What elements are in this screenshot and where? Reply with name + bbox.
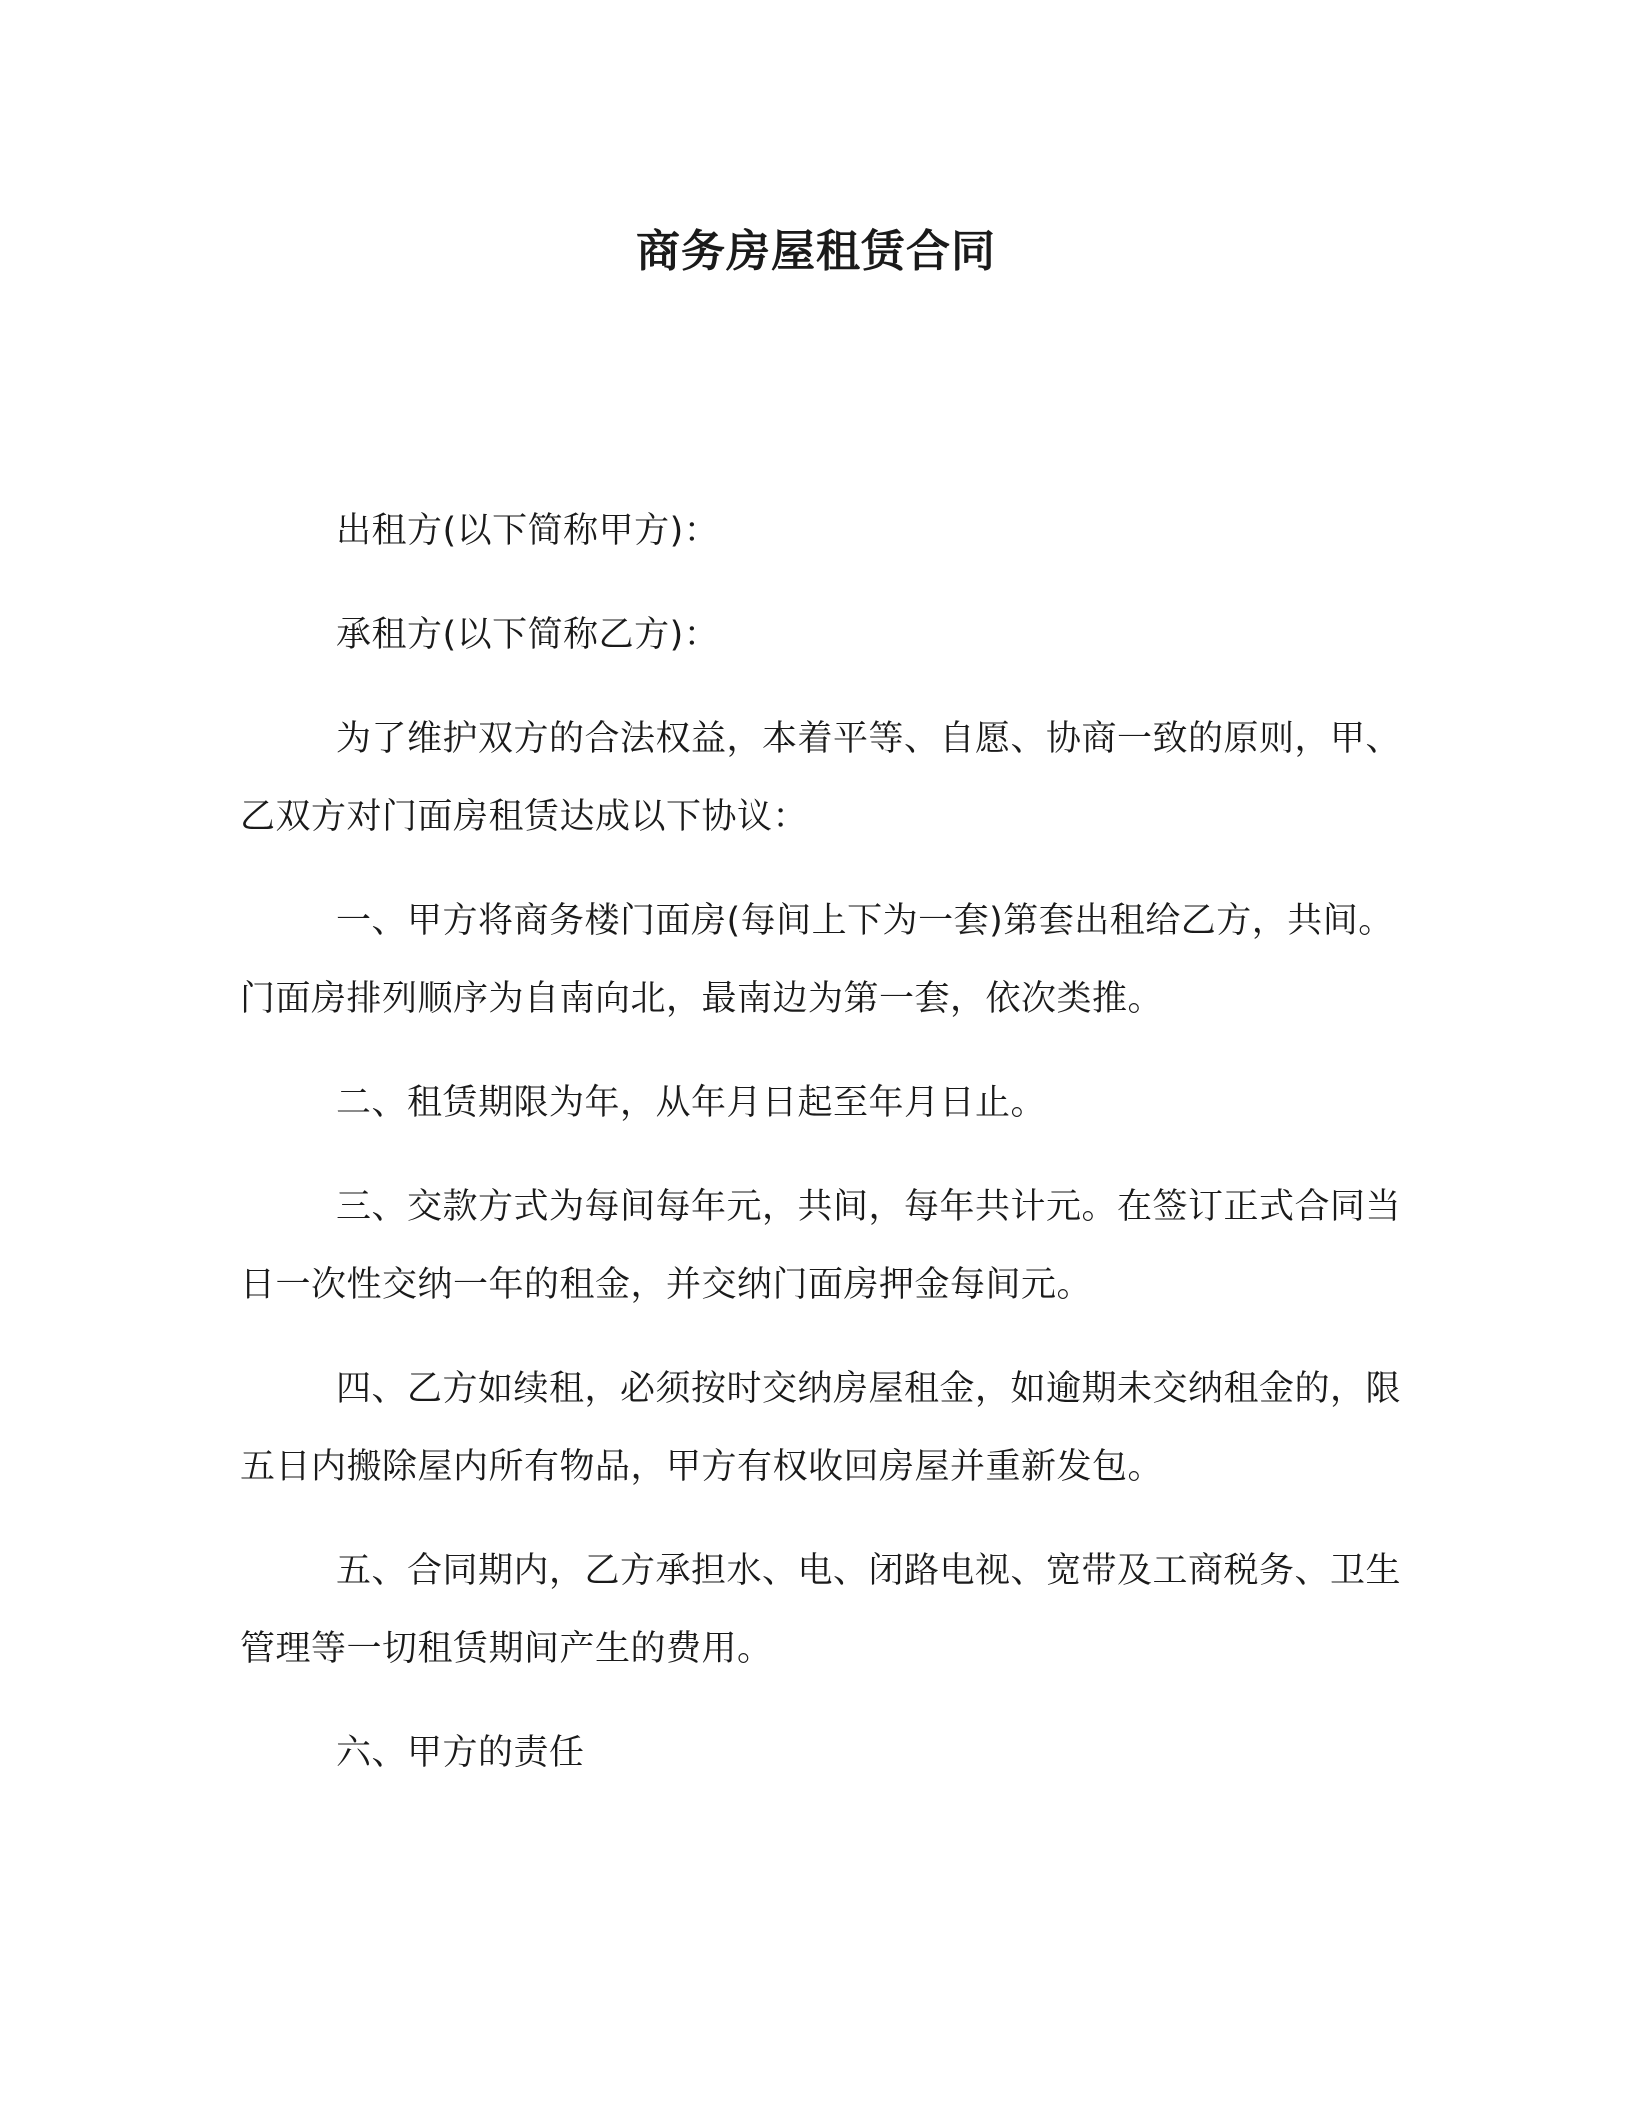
paragraph-clause-3: 三、交款方式为每间每年元，共间，每年共计元。在签订正式合同当日一次性交纳一年的租金，并交纳门面房押金每间元。 [240,1187,1402,1305]
paragraph-clause-4: 四、乙方如续租，必须按时交纳房屋租金，如逾期未交纳租金的，限五日内搬除屋内所有物品，甲方有权收回房屋并重新发包。 [240,1369,1402,1487]
paragraph-clause-5: 五、合同期内，乙方承担水、电、闭路电视、宽带及工商税务、卫生管理等一切租赁期间产生的费用。 [240,1551,1402,1669]
paragraph-clause-6: 六、甲方的责任 [336,1733,585,1773]
paragraph-preamble: 为了维护双方的合法权益，本着平等、自愿、协商一致的原则，甲、乙双方对门面房租赁达成以下协议： [240,719,1402,837]
paragraph-clause-1: 一、甲方将商务楼门面房(每间上下为一套)第套出租给乙方，共间。门面房排列顺序为自南向北，最南边为第一套，依次类推。 [240,901,1394,1019]
paragraph-lessor: 出租方(以下简称甲方)： [336,511,720,551]
paragraph-lessee: 承租方(以下简称乙方)： [336,615,720,655]
paragraph-clause-2: 二、租赁期限为年，从年月日起至年月日止。 [336,1083,1047,1123]
document-title: 商务房屋租赁合同 [636,226,996,277]
document-body [240,492,1412,1818]
